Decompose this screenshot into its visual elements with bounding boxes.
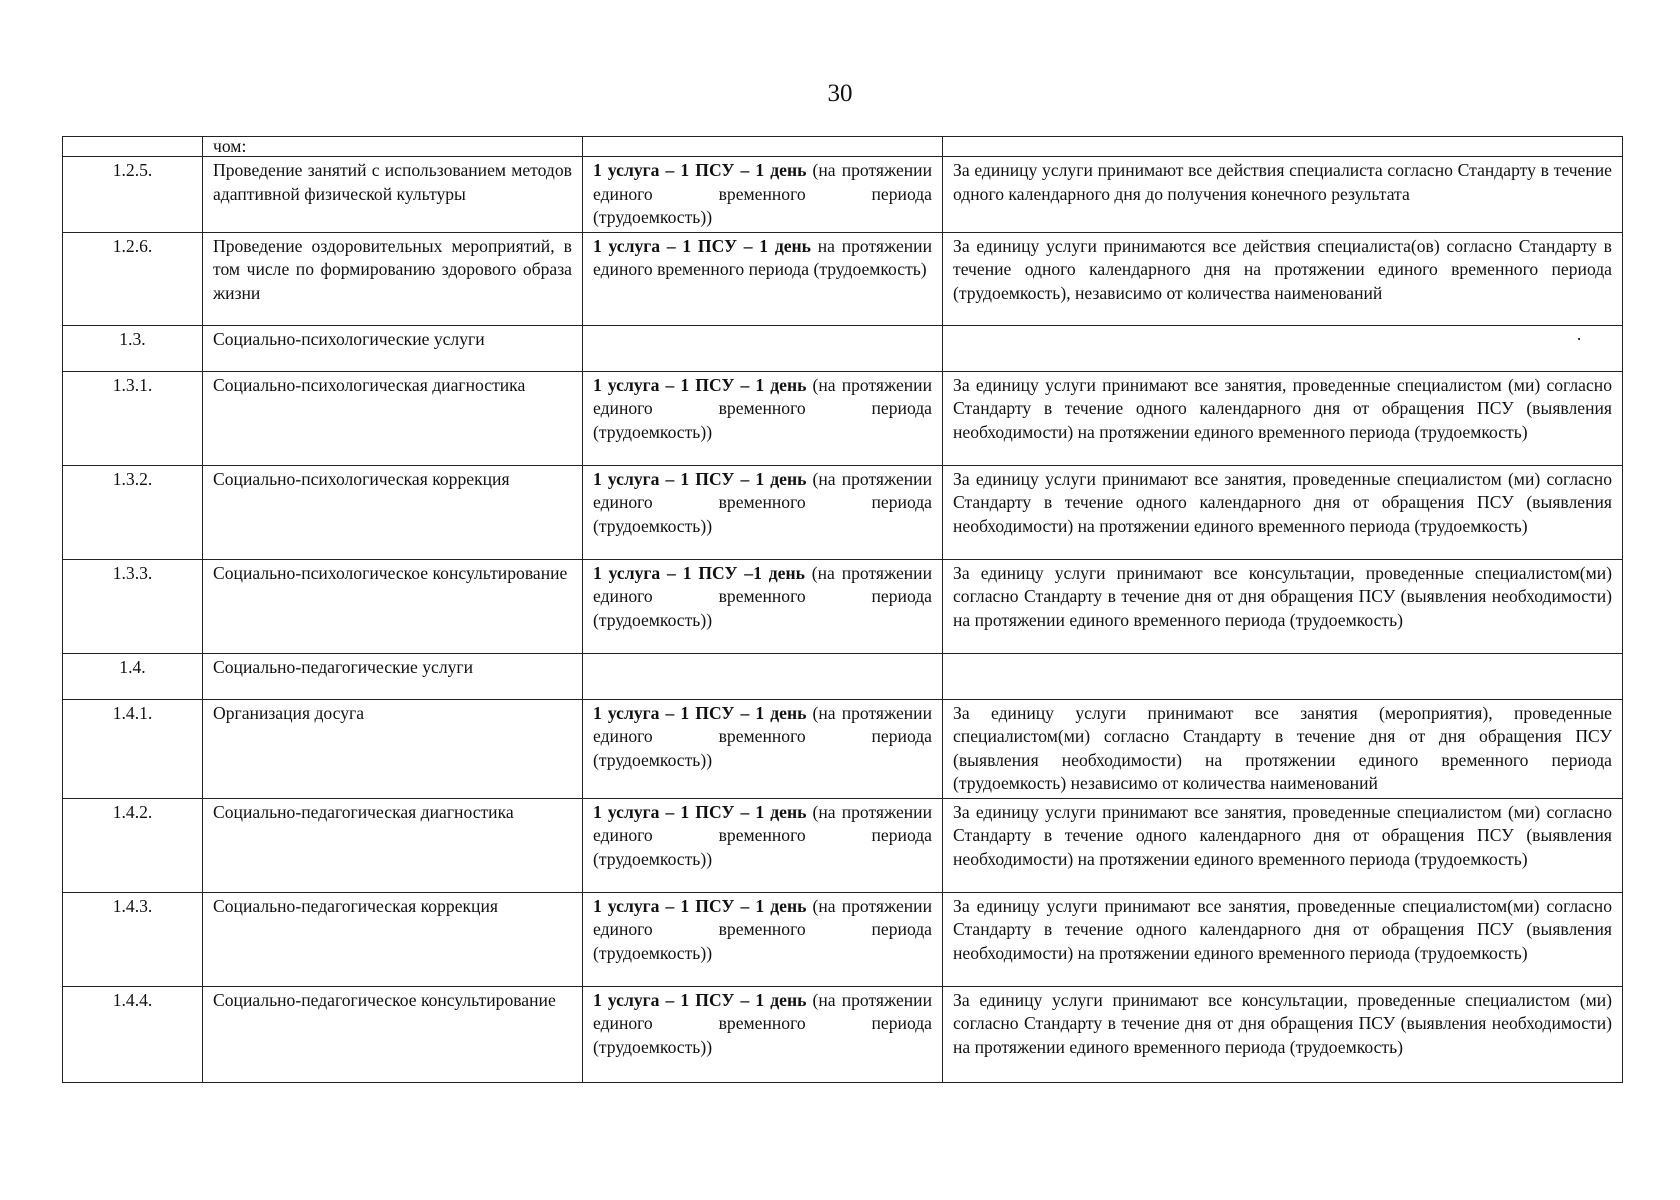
service-name: Социально-педагогическое консультирование (203, 986, 583, 1082)
row-number: 1.3.2. (63, 465, 203, 559)
norm-rest: (на протяжении единого временного периода (трудоемкость)) (593, 801, 933, 869)
section-name: Социально-педагогические услуги (203, 653, 583, 699)
norm-bold: 1 услуга – 1 ПСУ – 1 день (593, 235, 811, 256)
service-norm (583, 325, 943, 371)
service-norm (583, 157, 943, 233)
service-description: За единицу услуги принимают все занятия, проведенные специалистом (ми) согласно Стандарту в течение одного календарного дня от обращения ПСУ (выявления необходимости) на протяжении единого временного периода (трудоемкость) (943, 465, 1623, 559)
norm-bold: 1 услуга – 1 ПСУ – 1 день (593, 801, 807, 822)
table-row (63, 892, 1623, 986)
service-norm (583, 559, 943, 653)
service-description: За единицу услуги принимаются все действия специалиста(ов) согласно Стандарту в течение одного календарного дня на протяжении единого временного периода (трудоемкость), независимо от количества наименований (943, 232, 1623, 325)
table-row (63, 157, 1623, 233)
norm-rest: (на протяжении единого временного периода (трудоемкость)) (593, 989, 933, 1057)
norm-bold: 1 услуга – 1 ПСУ – 1 день (593, 895, 807, 916)
service-name: Организация досуга (203, 699, 583, 798)
service-name: Социально-психологическое консультирование (203, 559, 583, 653)
norm-rest: (на протяжении единого временного периода (трудоемкость)) (593, 702, 933, 770)
service-norm (583, 986, 943, 1082)
service-description: За единицу услуги принимают все консультации, проведенные специалистом(ми) согласно Стандарту в течение дня от дня обращения ПСУ (выявления необходимости) на протяжении единого временного периода (трудоемкость) (943, 559, 1623, 653)
service-norm (583, 371, 943, 465)
service-description (943, 653, 1623, 699)
service-description (943, 325, 1623, 371)
service-description: За единицу услуги принимают все действия специалиста согласно Стандарту в течение одного календарного дня до получения конечного результата (943, 157, 1623, 233)
service-norm (583, 699, 943, 798)
row-number: 1.4.2. (63, 798, 203, 892)
section-name: Социально-психологические услуги (203, 325, 583, 371)
row-number: 1.4.1. (63, 699, 203, 798)
norm-bold: 1 услуга – 1 ПСУ – 1 день (593, 468, 807, 489)
service-name: Социально-психологическая коррекция (203, 465, 583, 559)
norm-rest: (на протяжении единого временного периода (трудоемкость)) (593, 562, 932, 630)
norm-bold: 1 услуга – 1 ПСУ –1 день (593, 562, 805, 583)
row-number: 1.4.4. (63, 986, 203, 1082)
service-norm (583, 892, 943, 986)
cell-continuation-text: чом: (203, 137, 583, 157)
table-row (63, 371, 1623, 465)
row-number: 1.4.3. (63, 892, 203, 986)
stray-mark: · (1576, 328, 1582, 349)
cell-num (63, 137, 203, 157)
table-row (63, 798, 1623, 892)
norm-rest: на протяжении единого временного периода (трудоемкость) (593, 235, 932, 279)
table-row (63, 232, 1623, 325)
service-name: Проведение оздоровительных мероприятий, в том числе по формированию здорового образа жизни (203, 232, 583, 325)
service-norm (583, 465, 943, 559)
service-name: Социально-педагогическая диагностика (203, 798, 583, 892)
norm-bold: 1 услуга – 1 ПСУ – 1 день (593, 374, 807, 395)
table-row (63, 465, 1623, 559)
service-description: За единицу услуги принимают все занятия (мероприятия), проведенные специалистом(ми) согласно Стандарту в течение дня от дня обращения ПСУ (выявления необходимости) на протяжении единого временного периода (трудоемкость) независимо от количества наименований (943, 699, 1623, 798)
table-row-section (63, 325, 1623, 371)
norm-rest: (на протяжении единого временного периода (трудоемкость)) (593, 374, 933, 442)
norm-bold: 1 услуга – 1 ПСУ – 1 день (593, 160, 807, 180)
cell-desc (943, 137, 1623, 157)
table-row (63, 559, 1623, 653)
service-norm (583, 653, 943, 699)
service-description: За единицу услуги принимают все занятия, проведенные специалистом (ми) согласно Стандарту в течение одного календарного дня от обращения ПСУ (выявления необходимости) на протяжении единого временного периода (трудоемкость) (943, 371, 1623, 465)
service-name: Проведение занятий с использованием методов адаптивной физической культуры (203, 157, 583, 233)
service-name: Социально-психологическая диагностика (203, 371, 583, 465)
norm-rest: (на протяжении единого временного периода (трудоемкость)) (593, 895, 933, 963)
norm-rest: (на протяжении единого временного периода (трудоемкость)) (593, 160, 933, 227)
service-norm (583, 232, 943, 325)
norm-bold: 1 услуга – 1 ПСУ – 1 день (593, 702, 807, 723)
row-number: 1.4. (63, 653, 203, 699)
service-name: Социально-педагогическая коррекция (203, 892, 583, 986)
service-description: За единицу услуги принимают все консультации, проведенные специалистом (ми) согласно Стандарту в течение дня от дня обращения ПСУ (выявления необходимости) на протяжении единого временного периода (трудоемкость) (943, 986, 1623, 1082)
row-number: 1.3.3. (63, 559, 203, 653)
service-description: За единицу услуги принимают все занятия, проведенные специалистом(ми) согласно Стандарту в течение одного календарного дня от обращения ПСУ (выявления необходимости) на протяжении единого временного периода (трудоемкость) (943, 892, 1623, 986)
row-number: 1.2.5. (63, 157, 203, 233)
service-norm (583, 798, 943, 892)
norm-bold: 1 услуга – 1 ПСУ – 1 день (593, 989, 807, 1010)
services-table (62, 136, 1623, 1083)
norm-rest: (на протяжении единого временного периода (трудоемкость)) (593, 468, 933, 536)
cell-norm (583, 137, 943, 157)
service-description: За единицу услуги принимают все занятия, проведенные специалистом (ми) согласно Стандарту в течение одного календарного дня от обращения ПСУ (выявления необходимости) на протяжении единого временного периода (трудоемкость) (943, 798, 1623, 892)
page-number: 30 (827, 80, 853, 107)
row-number: 1.3. (63, 325, 203, 371)
row-number: 1.3.1. (63, 371, 203, 465)
row-number: 1.2.6. (63, 232, 203, 325)
table-row-section (63, 653, 1623, 699)
table-row-continuation (63, 137, 1623, 157)
table-row (63, 699, 1623, 798)
table-row (63, 986, 1623, 1082)
